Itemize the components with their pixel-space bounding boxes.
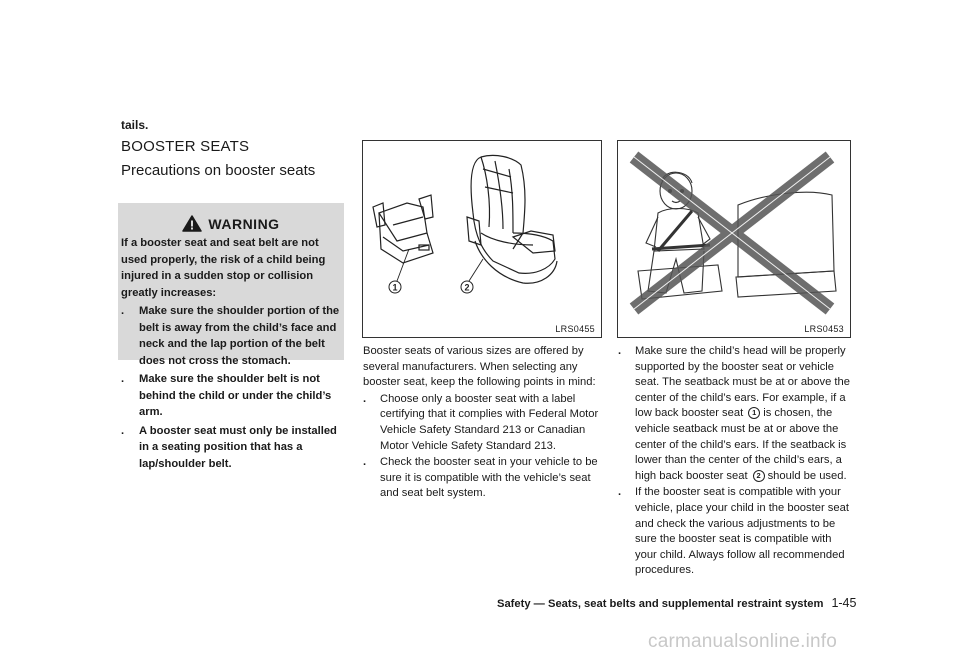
list-item: . Make sure the shoulder belt is not behind the child or under the child’s arm.: [121, 373, 332, 418]
section-title: BOOSTER SEATS: [121, 138, 250, 155]
warning-triangle-icon: [182, 215, 202, 232]
list-item: . Check the booster seat in your vehicle to be sure it is compatible with the vehicle’s seat and seat belt system.: [363, 456, 598, 500]
incorrect-belt-figure: [617, 140, 851, 338]
warning-list: [121, 303, 341, 472]
list-item: . If the booster seat is compatible with your vehicle, place your child in the booster seat and check the various adjustments to be sure the booster seat is compatible with your child. Always follow all recommended procedures.: [618, 486, 849, 577]
booster-fit-text: [618, 344, 850, 580]
callout-ref-2: 2: [753, 470, 765, 482]
figure-code: LRS0455: [555, 324, 595, 334]
footer-section: Safety — Seats, seat belts and supplemental restraint system: [497, 598, 824, 610]
callout-2: 2: [464, 282, 470, 293]
booster-fit-list: [618, 344, 850, 579]
warning-header: [118, 215, 344, 232]
list-item: . Make sure the shoulder portion of the belt is away from the child’s face and neck and the lap portion of the belt does not cross the stomach.: [121, 305, 340, 367]
figure-code: LRS0453: [804, 324, 844, 334]
subsection-title: Precautions on booster seats: [121, 162, 316, 179]
watermark: carmanualsonline.info: [648, 631, 838, 652]
continued-text: tails.: [121, 118, 149, 132]
warning-intro: If a booster seat and seat belt are not used properly, the risk of a child being injured in a sudden stop or collision greatly increases:: [121, 237, 326, 299]
page-footer: [497, 596, 856, 610]
callout-1: 1: [392, 282, 398, 293]
incorrect-belt-illustration: [618, 141, 850, 319]
warning-body: [121, 235, 341, 474]
warning-title: WARNING: [208, 216, 280, 232]
page-number: 1-45: [831, 596, 857, 610]
list-item: . Choose only a booster seat with a label certifying that it complies with Federal Motor Vehicle Safety Standard 213 or Canadian Motor Vehicle Safety Standard 213.: [363, 392, 599, 452]
warning-box: [118, 203, 344, 470]
booster-selection-text: [363, 344, 601, 503]
list-item: . A booster seat must only be installed in a seating position that has a lap/shoulder belt.: [121, 424, 337, 470]
list-item: . Make sure the child’s head will be properly supported by the booster seat or vehicle seat. The seatback must be at or above the center of the child’s ears. For example, if a low back booster seat 1 is chosen, the vehicle seatback must be at or above the center of the child’s ears. If the seatback is lower than the center of the child’s ears, a high back booster seat 2 should be used.: [618, 345, 850, 482]
booster-selection-list: [363, 392, 601, 502]
booster-seats-figure: [362, 140, 602, 338]
booster-seats-illustration: [363, 141, 601, 319]
booster-intro: Booster seats of various sizes are offered by several manufacturers. When selecting any booster seat, keep the following points in mind:: [363, 345, 596, 389]
callout-ref-1: 1: [748, 407, 760, 419]
